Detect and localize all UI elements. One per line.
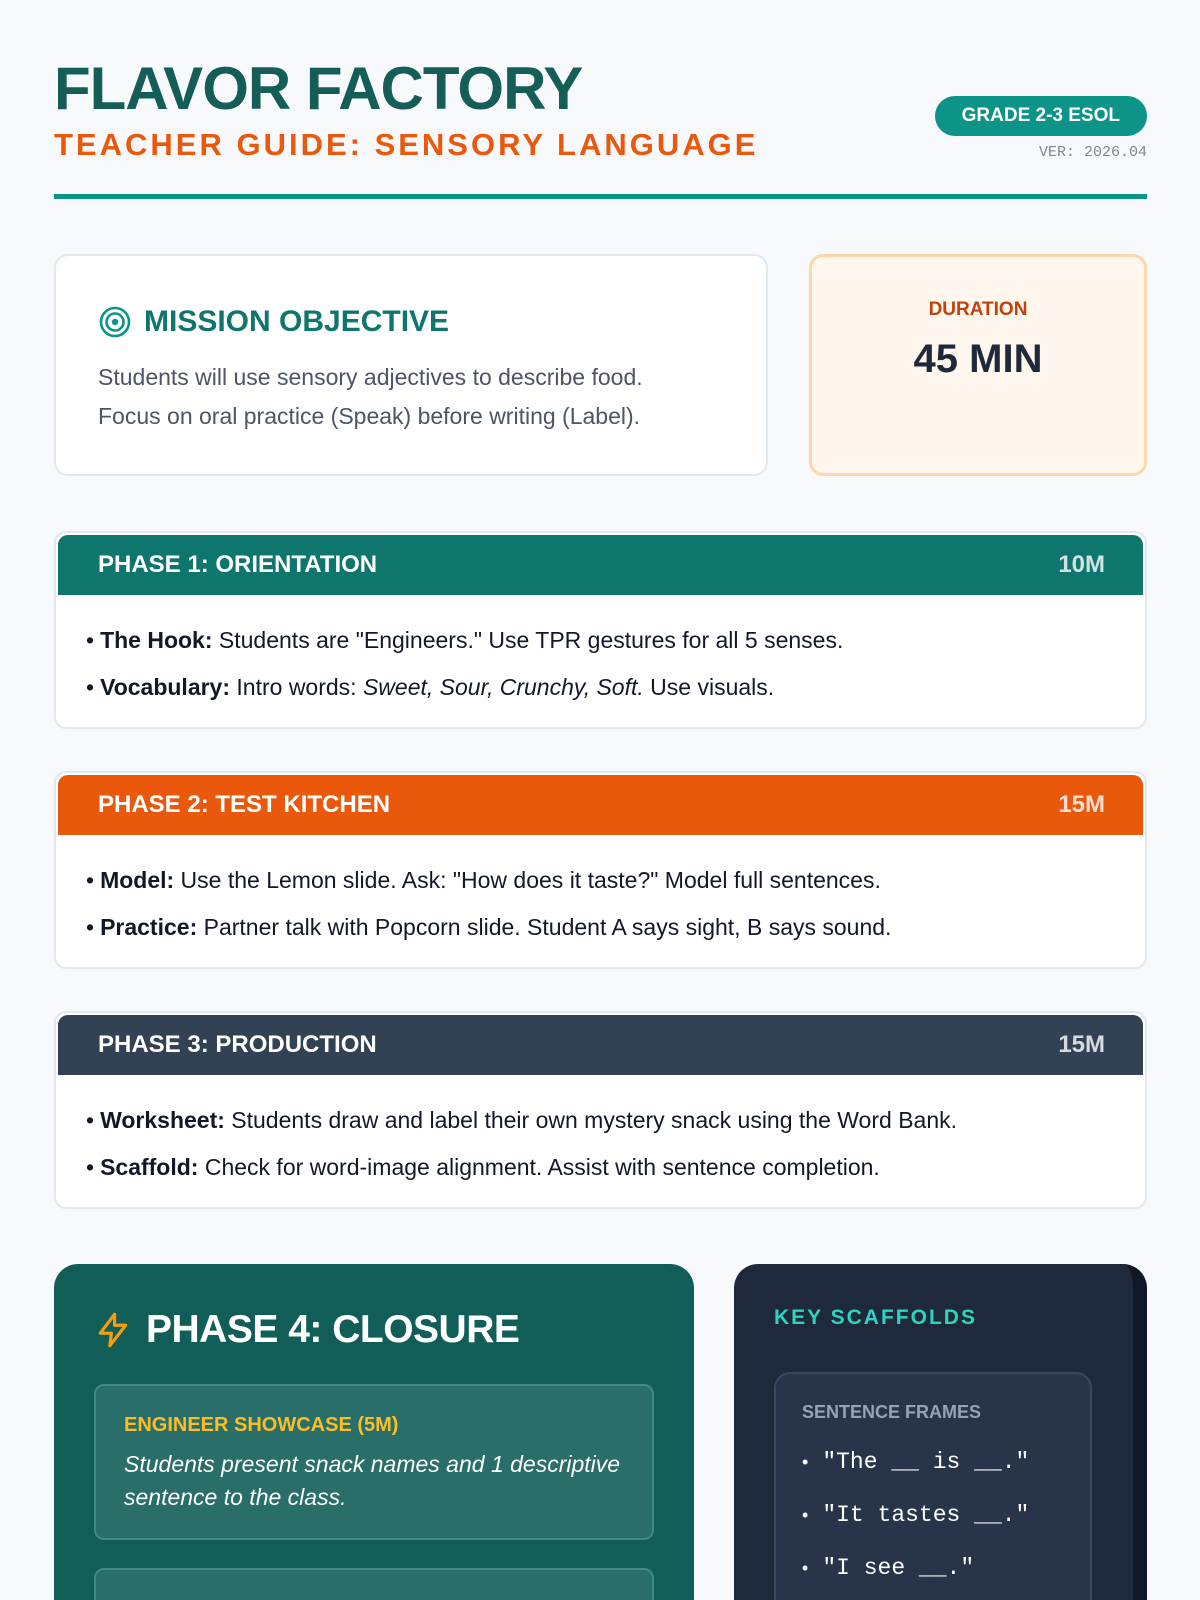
phase-steps — [86, 1097, 1116, 1191]
sentence-frames-box — [774, 1372, 1092, 1600]
phase-title: PHASE 2: TEST KITCHEN — [98, 791, 391, 818]
mission-objective-card — [54, 254, 768, 476]
phase-header — [58, 775, 1143, 835]
phase-steps — [86, 857, 1116, 951]
objective-line: Focus on oral practice (Speak) before writing (Label). — [98, 403, 641, 429]
step-text-after: Use visuals. — [643, 674, 775, 700]
step-text: Students are "Engineers." Use TPR gestures for all 5 senses. — [212, 627, 844, 653]
objective-line: Students will use sensory adjectives to describe food. — [98, 364, 643, 390]
duration-value: 45 MIN — [913, 337, 1043, 381]
phase-header — [58, 1015, 1143, 1075]
scaffolds-title: KEY SCAFFOLDS — [774, 1306, 977, 1329]
phase-duration: 15M — [1058, 1031, 1105, 1058]
phase-duration: 15M — [1058, 791, 1105, 818]
objective-text — [98, 358, 738, 436]
engineer-showcase-box — [94, 1384, 654, 1540]
objective-heading — [98, 304, 449, 340]
step-label: Vocabulary: — [100, 674, 231, 700]
list-item: • Scaffold: Check for word-image alignment. Assist with sentence completion. — [86, 1154, 880, 1180]
showcase-title: ENGINEER SHOWCASE (5M) — [124, 1414, 399, 1436]
list-item: • "It tastes __." — [802, 1502, 1030, 1528]
phase-1-card — [54, 531, 1147, 729]
page-title: FLAVOR FACTORY — [54, 55, 583, 122]
list-item: • Vocabulary: Intro words: Sweet, Sour, Crunchy, Soft. Use visuals. — [86, 674, 775, 700]
list-item: • Worksheet: Students draw and label their own mystery snack using the Word Bank. — [86, 1107, 958, 1133]
sentence-frame: "I see __." — [822, 1555, 975, 1581]
phase-steps — [86, 617, 1116, 711]
target-icon — [98, 305, 132, 339]
page-subtitle: TEACHER GUIDE: SENSORY LANGUAGE — [54, 127, 759, 162]
step-text: Students draw and label their own mystery snack using the Word Bank. — [224, 1107, 958, 1133]
step-text: Check for word-image alignment. Assist with sentence completion. — [198, 1154, 880, 1180]
phase-3-card — [54, 1011, 1147, 1209]
step-label: Worksheet: — [100, 1107, 225, 1133]
sentence-frame: "The __ is __." — [822, 1449, 1030, 1475]
closure-next-box — [94, 1568, 654, 1600]
phase-title: PHASE 3: PRODUCTION — [98, 1031, 377, 1058]
frames-label: SENTENCE FRAMES — [802, 1402, 982, 1422]
objective-title: MISSION OBJECTIVE — [144, 305, 450, 338]
list-item: • Practice: Partner talk with Popcorn slide. Student A says sight, B says sound. — [86, 914, 892, 940]
teacher-guide-page — [54, 0, 1147, 1600]
closure-heading — [94, 1308, 519, 1352]
frames-list — [802, 1436, 1029, 1595]
key-scaffolds-card — [734, 1264, 1147, 1600]
duration-label: DURATION — [928, 299, 1028, 320]
sentence-frame: "It tastes __." — [822, 1502, 1030, 1528]
step-text: Intro words: — [230, 674, 363, 700]
closure-title: PHASE 4: CLOSURE — [146, 1308, 520, 1351]
phase-duration: 10M — [1058, 551, 1105, 578]
list-item: • "The __ is __." — [802, 1449, 1030, 1475]
step-label: Scaffold: — [100, 1154, 199, 1180]
step-label: Practice: — [100, 914, 198, 940]
step-label: The Hook: — [100, 627, 213, 653]
vocabulary-words: Sweet, Sour, Crunchy, Soft. — [362, 674, 644, 700]
step-text: Partner talk with Popcorn slide. Student A says sight, B says sound. — [197, 914, 892, 940]
phase-header — [58, 535, 1143, 595]
list-item: • "I see __." — [802, 1555, 975, 1581]
grade-badge: GRADE 2-3 ESOL — [935, 96, 1147, 136]
phase-2-card — [54, 771, 1147, 969]
phase-title: PHASE 1: ORIENTATION — [98, 551, 378, 578]
step-label: Model: — [100, 867, 175, 893]
list-item: • The Hook: Students are "Engineers." Use TPR gestures for all 5 senses. — [86, 627, 844, 653]
bolt-icon — [94, 1311, 132, 1349]
list-item: • Model: Use the Lemon slide. Ask: "How does it taste?" Model full sentences. — [86, 867, 881, 893]
step-text: Use the Lemon slide. Ask: "How does it taste?" Model full sentences. — [174, 867, 881, 893]
header-divider — [54, 194, 1147, 199]
duration-card — [809, 254, 1147, 476]
header — [54, 52, 1147, 202]
showcase-text: Students present snack names and 1 descriptive sentence to the class. — [124, 1451, 621, 1510]
version-label: VER: 2026.04 — [1038, 144, 1147, 161]
closure-card — [54, 1264, 694, 1600]
